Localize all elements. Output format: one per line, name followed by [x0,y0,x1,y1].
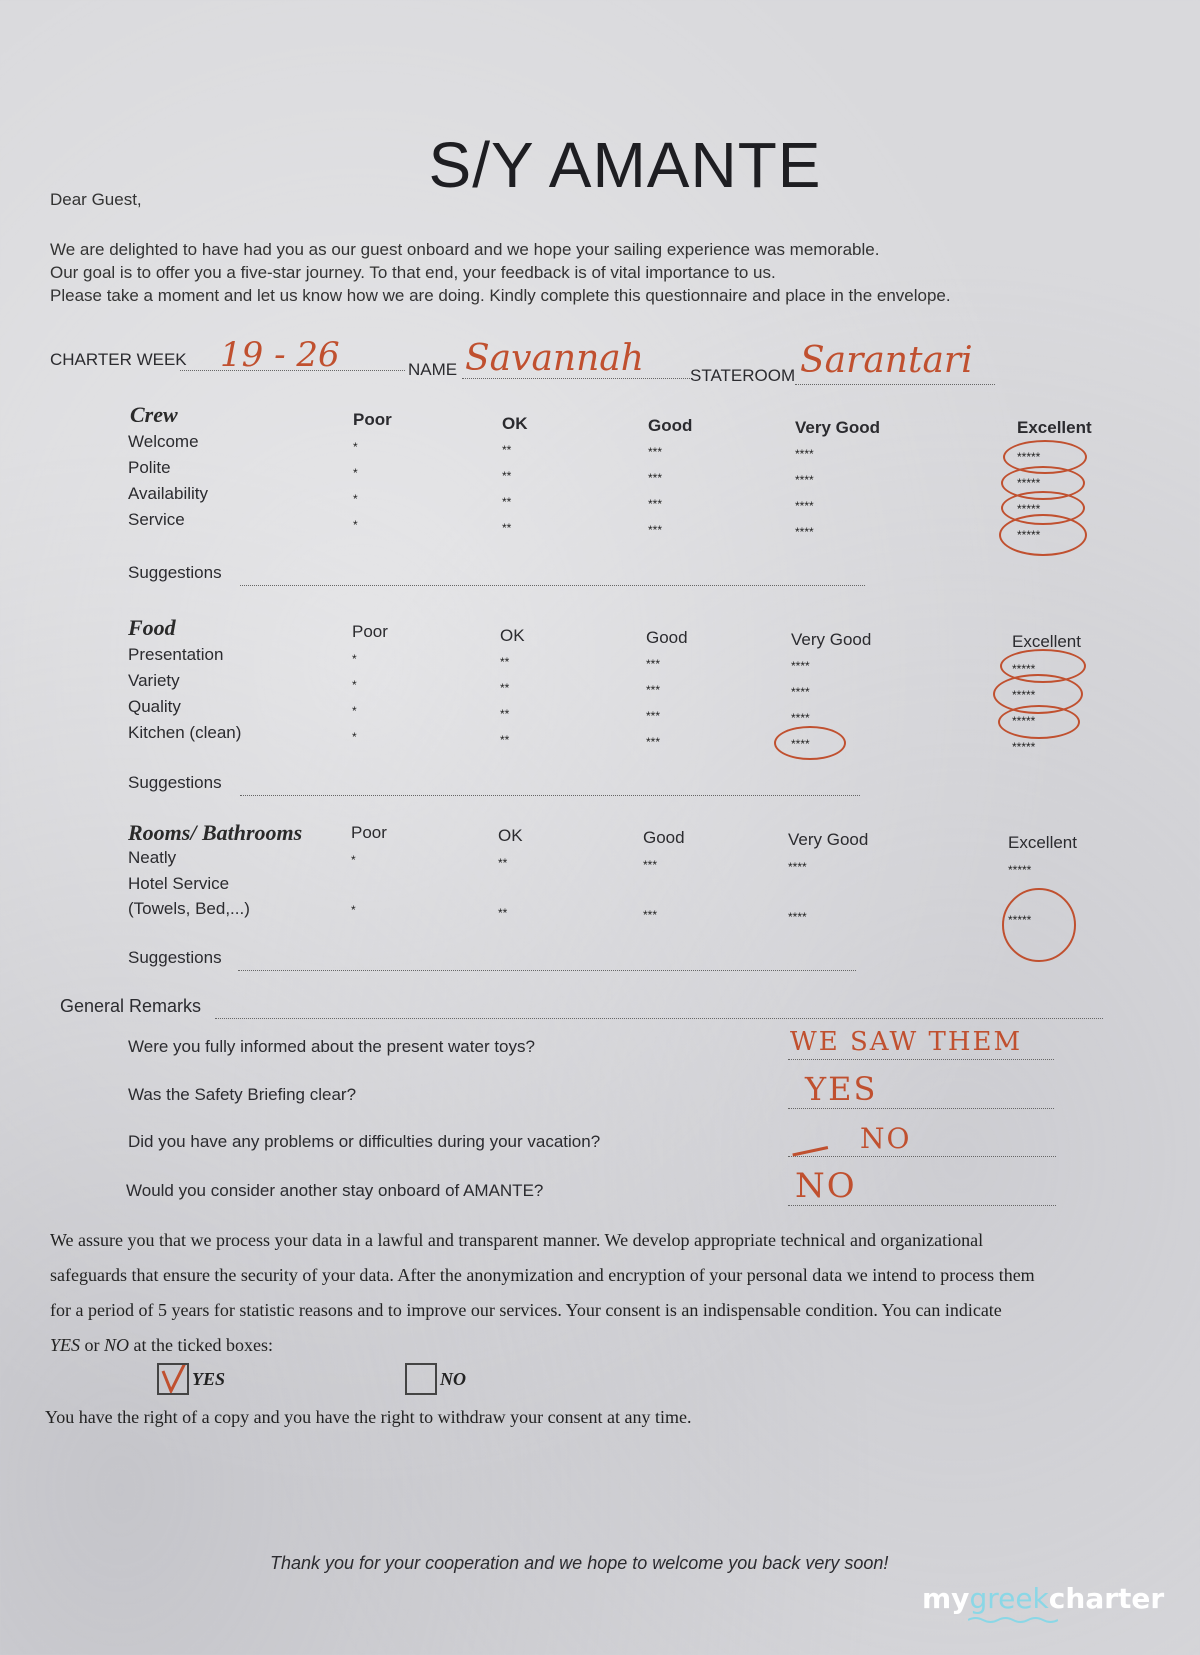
rating-stars[interactable]: * [353,492,358,506]
crew-row-availability: Availability [128,484,209,503]
watermark-part-1: my [922,1582,970,1615]
watermark-part-3: charter [1048,1582,1165,1615]
rating-stars[interactable]: *** [648,471,663,485]
name-label: NAME [408,360,458,379]
crew-col-ok: OK [502,414,528,433]
question-problems: Did you have any problems or difficulties during your vacation? [128,1132,601,1151]
rating-stars[interactable]: **** [795,525,814,539]
rooms-row-hotel-service: Hotel Service [128,874,230,893]
check-mark-icon [159,1365,187,1393]
section-title-crew: Crew [130,402,178,427]
rating-stars[interactable]: ** [500,681,510,695]
rooms-row-neatly: Neatly [128,848,177,867]
watermark-part-2: greek [969,1582,1049,1615]
consent-no-checkbox[interactable] [405,1363,437,1395]
rooms-col-good: Good [643,828,685,847]
rating-stars[interactable]: **** [788,910,807,924]
food-row-presentation: Presentation [128,645,224,664]
consent-line-4 [50,1335,273,1356]
rooms-col-excellent: Excellent [1008,833,1077,852]
consent-yes-label: YES [192,1369,226,1389]
food-col-good: Good [646,628,688,647]
rating-stars[interactable]: **** [791,685,810,699]
rating-stars[interactable]: ** [500,655,510,669]
answer-problems[interactable]: NO [860,1122,912,1155]
rating-stars[interactable]: * [352,704,357,718]
rooms-col-ok: OK [498,826,523,845]
crew-suggestions-label: Suggestions [128,563,222,582]
question-safety-briefing: Was the Safety Briefing clear? [128,1085,357,1104]
consent-yes-word: YES [50,1335,81,1355]
rating-stars[interactable]: **** [791,711,810,725]
answer-water-toys[interactable]: WE SAW THEM [790,1027,1023,1057]
rights-line: You have the right of a copy and you have the right to withdraw your consent at any time. [45,1407,692,1427]
rating-stars[interactable]: *** [648,497,663,511]
rating-stars[interactable]: * [353,518,358,532]
rating-stars[interactable]: **** [795,499,814,513]
general-remarks-line[interactable] [215,1018,1103,1019]
rating-stars[interactable]: *** [646,657,661,671]
closing-message: Thank you for your cooperation and we hope to welcome you back very soon! [270,1553,889,1573]
rating-stars[interactable]: * [352,678,357,692]
crew-row-welcome: Welcome [128,432,199,451]
consent-yes-checkbox[interactable] [157,1363,189,1395]
food-suggestions-label: Suggestions [128,773,222,792]
rating-stars[interactable]: ***** [1012,662,1036,676]
rooms-row-towels: (Towels, Bed,...) [128,899,250,918]
watermark-logo [922,1582,1164,1615]
rating-stars[interactable]: * [352,652,357,666]
crew-row-service: Service [128,510,185,529]
food-row-quality: Quality [128,697,181,716]
greeting: Dear Guest, [50,190,142,209]
name-value[interactable]: Savannah [465,338,644,379]
rating-stars[interactable]: ***** [1008,913,1032,927]
section-title-food: Food [128,615,176,640]
rating-stars[interactable]: ** [502,521,512,535]
rating-stars[interactable]: *** [643,908,658,922]
rooms-suggestions-label: Suggestions [128,948,222,967]
answer-line [788,1108,1054,1109]
selection-circle [998,705,1080,739]
stateroom-line [795,384,995,385]
general-remarks-label: General Remarks [60,996,202,1016]
form-title: S/Y AMANTE [428,129,822,201]
rating-stars[interactable]: *** [648,445,663,459]
crossed-out-mark [788,1125,828,1157]
answer-line [788,1156,1056,1157]
stateroom-value[interactable]: Sarantari [800,340,973,381]
rooms-suggestions-line[interactable] [238,970,856,971]
rating-stars[interactable]: ***** [1012,688,1036,702]
rating-stars[interactable]: *** [646,735,661,749]
crew-row-polite: Polite [128,458,171,477]
consent-no-word: NO [104,1335,130,1355]
rating-stars[interactable]: ** [500,733,510,747]
rooms-col-poor: Poor [351,823,387,842]
rooms-col-very-good: Very Good [788,830,869,849]
stateroom-label: STATEROOM [690,366,796,385]
charter-week-value[interactable]: 19 - 26 [220,335,340,375]
rating-stars[interactable]: ***** [1017,528,1041,542]
consent-rest: at the ticked boxes: [129,1335,273,1355]
rating-stars[interactable]: *** [648,523,663,537]
rating-stars[interactable]: **** [791,659,810,673]
question-another-stay: Would you consider another stay onboard of AMANTE? [126,1181,544,1200]
rating-stars[interactable]: **** [795,473,814,487]
food-col-very-good: Very Good [791,630,872,649]
rating-stars[interactable]: ***** [1012,740,1036,754]
rating-stars[interactable]: * [353,466,358,480]
rating-stars[interactable]: ***** [1012,714,1036,728]
rating-stars[interactable]: ***** [1017,476,1041,490]
crew-col-poor: Poor [353,410,392,429]
selection-circle [1002,888,1076,962]
answer-safety-briefing[interactable]: YES [805,1070,878,1108]
crew-col-excellent: Excellent [1017,418,1092,437]
crew-col-very-good: Very Good [795,418,881,437]
consent-line-3: for a period of 5 years for statistic reasons and to improve our services. Your consent is an indispensable condition. You can indicate [50,1300,1002,1320]
rating-stars[interactable]: *** [646,709,661,723]
intro-line-2: Our goal is to offer you a five-star journey. To that end, your feedback is of vital importance to us. [50,263,776,282]
question-water-toys: Were you fully informed about the present water toys? [128,1037,535,1056]
answer-line [788,1059,1054,1060]
rating-stars[interactable]: * [352,730,357,744]
rating-stars[interactable]: ** [500,707,510,721]
rating-stars[interactable]: ***** [1008,863,1032,877]
rating-stars[interactable]: ** [498,856,508,870]
consent-no-label: NO [440,1369,466,1389]
crew-suggestions-line[interactable] [240,585,865,586]
food-col-poor: Poor [352,622,388,641]
rating-stars[interactable]: **** [791,737,810,751]
consent-line-2: safeguards that ensure the security of your data. After the anonymization and encryption of your personal data we intend to process them [50,1265,1035,1285]
consent-or-word: or [80,1335,105,1355]
crew-col-good: Good [648,416,693,435]
rating-stars[interactable]: ***** [1017,502,1041,516]
wave-icon [968,1616,1058,1624]
rating-stars[interactable]: **** [788,860,807,874]
rating-stars[interactable]: *** [646,683,661,697]
charter-week-label: CHARTER WEEK [50,350,187,369]
section-title-rooms: Rooms/ Bathrooms [128,820,303,845]
food-col-excellent: Excellent [1012,632,1081,651]
selection-circle [774,726,846,760]
rating-stars[interactable]: ** [498,906,508,920]
rating-stars[interactable]: ** [502,495,512,509]
rating-stars[interactable]: * [351,903,356,917]
food-col-ok: OK [500,626,525,645]
rating-stars[interactable]: **** [795,447,814,461]
rating-stars[interactable]: * [351,853,356,867]
rating-stars[interactable]: ** [502,443,512,457]
rating-stars[interactable]: ** [502,469,512,483]
intro-line-3: Please take a moment and let us know how we are doing. Kindly complete this questionnaire and place in the envelope. [50,286,951,305]
intro-line-1: We are delighted to have had you as our guest onboard and we hope your sailing experience was memorable. [50,240,880,259]
rating-stars[interactable]: *** [643,858,658,872]
rating-stars[interactable]: ***** [1017,450,1041,464]
answer-another-stay[interactable]: NO [795,1166,857,1206]
selection-circle [999,514,1087,556]
food-row-kitchen: Kitchen (clean) [128,723,242,742]
food-row-variety: Variety [128,671,180,690]
rating-stars[interactable]: * [353,440,358,454]
consent-line-1: We assure you that we process your data in a lawful and transparent manner. We develop appropriate technical and organizational [50,1230,984,1250]
food-suggestions-line[interactable] [240,795,860,796]
